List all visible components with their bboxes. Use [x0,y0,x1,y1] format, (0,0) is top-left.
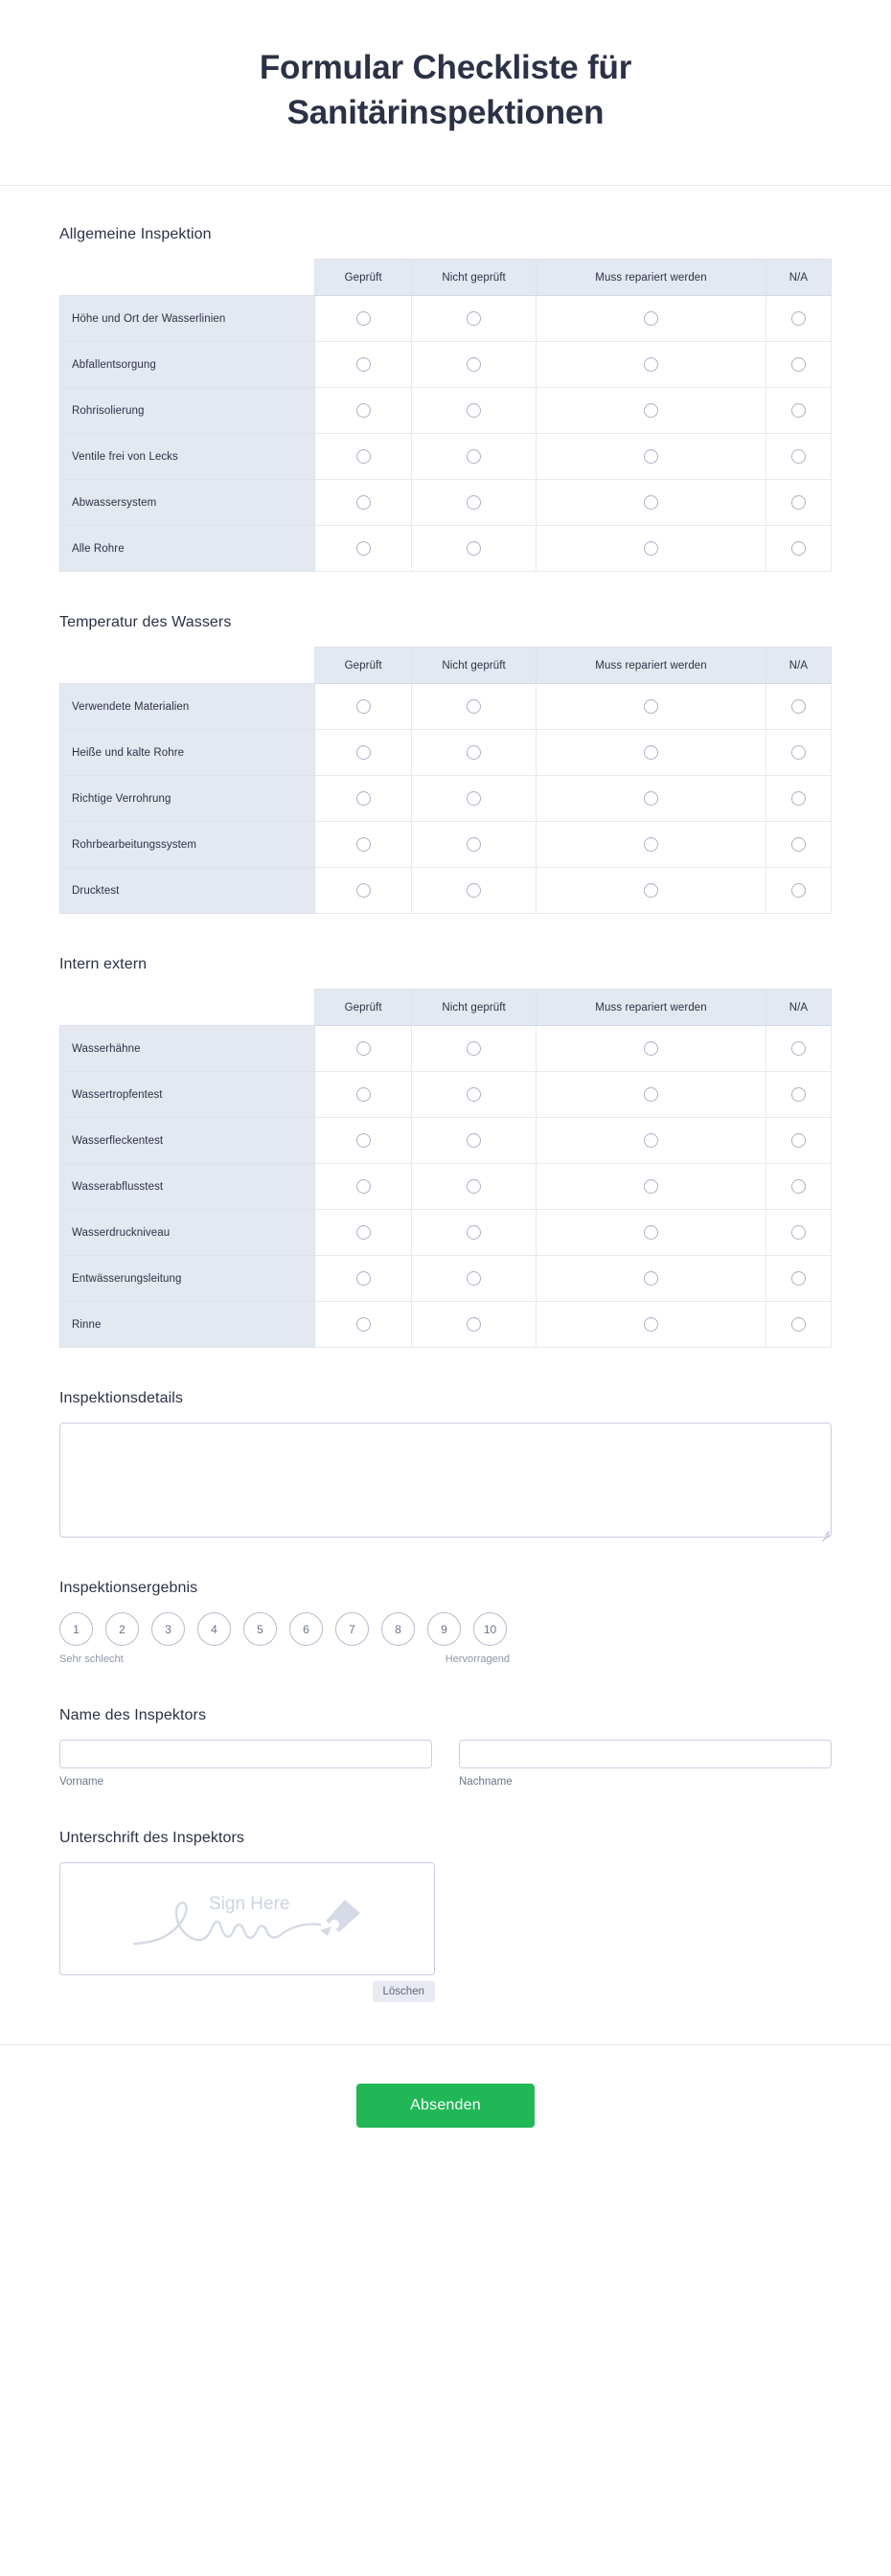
matrix-column-header: Geprüft [315,260,412,296]
matrix-radio-cell[interactable] [315,868,412,914]
radio-button-icon[interactable] [791,541,806,556]
form-body [0,186,891,2002]
matrix-corner-cell [60,648,315,684]
radio-button-icon[interactable] [467,403,481,418]
radio-button-icon[interactable] [356,357,371,372]
signature-area [59,1862,435,2002]
last-name-sublabel: Nachname [459,1776,513,1789]
matrix-radio-cell[interactable] [315,1302,412,1348]
inspection-rating-label: Inspektionsergebnis [59,1580,198,1597]
radio-button-icon[interactable] [356,1317,371,1332]
matrix-radio-cell[interactable] [537,1072,766,1118]
sign-here-icon [103,1875,391,1963]
matrix-radio-cell[interactable] [537,868,766,914]
table-row [60,296,832,342]
radio-button-icon[interactable] [356,1133,371,1148]
matrix-radio-cell[interactable] [411,480,536,526]
matrix-radio-cell[interactable] [537,388,766,434]
matrix-radio-cell[interactable] [315,480,412,526]
radio-button-icon[interactable] [467,1225,481,1240]
inspector-name-label: Name des Inspektors [59,1707,207,1724]
radio-button-icon[interactable] [356,883,371,898]
matrix-radio-cell[interactable] [537,684,766,730]
matrix-table-wrapper [59,259,832,572]
radio-button-icon[interactable] [356,311,371,326]
matrix-column-header: Geprüft [315,990,412,1026]
matrix-header-row [60,990,832,1026]
matrix-radio-cell[interactable] [765,342,831,388]
matrix-radio-cell[interactable] [411,730,536,776]
matrix-radio-cell[interactable] [765,822,831,868]
matrix-radio-cell[interactable] [411,1256,536,1302]
radio-button-icon[interactable] [467,1271,481,1286]
radio-button-icon[interactable] [467,1041,481,1056]
matrix-row-label: Wasserabflusstest [60,1164,315,1210]
matrix-radio-cell[interactable] [537,1302,766,1348]
matrix-row-label: Wasserfleckentest [60,1118,315,1164]
radio-button-icon[interactable] [791,1041,806,1056]
matrix-row-label: Höhe und Ort der Wasserlinien [60,296,315,342]
radio-button-icon[interactable] [644,883,658,898]
matrix-column-header: Nicht geprüft [411,648,536,684]
matrix-header-row [60,260,832,296]
matrix-radio-cell[interactable] [315,1118,412,1164]
radio-button-icon[interactable] [467,357,481,372]
radio-button-icon[interactable] [644,1225,658,1240]
matrix-row-label: Wassertropfentest [60,1072,315,1118]
radio-button-icon[interactable] [791,495,806,510]
matrix-radio-cell[interactable] [537,1210,766,1256]
radio-button-icon[interactable] [644,449,658,464]
matrix-radio-cell[interactable] [765,480,831,526]
matrix-section-label: Temperatur des Wassers [59,614,232,631]
radio-button-icon[interactable] [644,837,658,852]
matrix-radio-cell[interactable] [537,480,766,526]
matrix-sections [59,226,832,1348]
matrix-section [59,614,832,914]
matrix-table [59,989,832,1348]
radio-button-icon[interactable] [791,449,806,464]
table-row [60,388,832,434]
rating-option[interactable]: 3 [151,1612,185,1646]
radio-button-icon[interactable] [467,1087,481,1102]
radio-button-icon[interactable] [467,1317,481,1332]
radio-button-icon[interactable] [356,1225,371,1240]
rating-option[interactable]: 8 [381,1612,415,1646]
matrix-radio-cell[interactable] [765,296,831,342]
radio-button-icon[interactable] [791,1271,806,1286]
matrix-radio-cell[interactable] [765,526,831,572]
rating-high-label: Hervorragend [445,1653,510,1666]
radio-button-icon[interactable] [791,1179,806,1194]
matrix-column-header: Nicht geprüft [411,260,536,296]
table-row [60,776,832,822]
radio-button-icon[interactable] [644,1317,658,1332]
matrix-radio-cell[interactable] [411,1072,536,1118]
matrix-radio-cell[interactable] [315,388,412,434]
matrix-radio-cell[interactable] [765,730,831,776]
table-row [60,480,832,526]
matrix-radio-cell[interactable] [411,1302,536,1348]
table-row [60,822,832,868]
radio-button-icon[interactable] [356,1041,371,1056]
form-footer [0,2044,891,2185]
matrix-radio-cell[interactable] [765,1256,831,1302]
field-inspector-signature [59,1830,832,2002]
rating-option[interactable]: 4 [197,1612,231,1646]
radio-button-icon[interactable] [644,1087,658,1102]
sign-here-text: Sign Here [209,1894,290,1915]
radio-button-icon[interactable] [356,403,371,418]
first-name-input[interactable] [59,1740,432,1768]
table-row [60,526,832,572]
matrix-section-label: Intern extern [59,956,148,973]
matrix-radio-cell[interactable] [537,342,766,388]
inspector-signature-label: Unterschrift des Inspektors [59,1830,244,1847]
matrix-row-label: Abfallentsorgung [60,342,315,388]
first-name-column [59,1740,432,1788]
matrix-radio-cell[interactable] [765,1026,831,1072]
radio-button-icon[interactable] [356,495,371,510]
radio-button-icon[interactable] [644,1041,658,1056]
matrix-section [59,226,832,572]
matrix-radio-cell[interactable] [411,822,536,868]
radio-button-icon[interactable] [467,699,481,714]
matrix-row-label: Ventile frei von Lecks [60,434,315,480]
table-row [60,730,832,776]
matrix-row-label: Entwässerungsleitung [60,1256,315,1302]
radio-button-icon[interactable] [791,791,806,806]
matrix-table-wrapper [59,989,832,1348]
radio-button-icon[interactable] [467,449,481,464]
rating-option[interactable]: 6 [289,1612,323,1646]
signature-clear-button[interactable]: Löschen [373,1981,435,2002]
matrix-row-label: Drucktest [60,868,315,914]
matrix-column-header: N/A [765,648,831,684]
inspection-details-textarea[interactable] [59,1423,832,1538]
matrix-radio-cell[interactable] [537,1256,766,1302]
radio-button-icon[interactable] [356,837,371,852]
matrix-row-label: Wasserhähne [60,1026,315,1072]
matrix-radio-cell[interactable] [315,1026,412,1072]
radio-button-icon[interactable] [467,1179,481,1194]
matrix-row-label: Rinne [60,1302,315,1348]
radio-button-icon[interactable] [467,1133,481,1148]
radio-button-icon[interactable] [467,541,481,556]
signature-clear-row [59,1981,435,2002]
radio-button-icon[interactable] [791,883,806,898]
matrix-table-wrapper [59,647,832,914]
matrix-radio-cell[interactable] [537,730,766,776]
matrix-radio-cell[interactable] [315,342,412,388]
matrix-row-label: Heiße und kalte Rohre [60,730,315,776]
matrix-row-label: Abwassersystem [60,480,315,526]
matrix-radio-cell[interactable] [411,1026,536,1072]
matrix-row-label: Alle Rohre [60,526,315,572]
radio-button-icon[interactable] [356,541,371,556]
matrix-radio-cell[interactable] [537,1118,766,1164]
matrix-radio-cell[interactable] [411,526,536,572]
radio-button-icon[interactable] [791,1087,806,1102]
last-name-column [459,1740,832,1788]
matrix-radio-cell[interactable] [537,776,766,822]
matrix-radio-cell[interactable] [411,1164,536,1210]
radio-button-icon[interactable] [356,791,371,806]
matrix-radio-cell[interactable] [765,388,831,434]
signature-pad[interactable] [59,1862,435,1975]
matrix-column-header: Muss repariert werden [537,260,766,296]
radio-button-icon[interactable] [644,495,658,510]
matrix-radio-cell[interactable] [411,868,536,914]
first-name-sublabel: Vorname [59,1776,104,1789]
matrix-radio-cell[interactable] [537,1026,766,1072]
table-row [60,1256,832,1302]
matrix-radio-cell[interactable] [315,684,412,730]
radio-button-icon[interactable] [467,311,481,326]
matrix-column-header: Muss repariert werden [537,990,766,1026]
field-inspection-rating [59,1580,832,1665]
matrix-row-label: Rohrbearbeitungssystem [60,822,315,868]
matrix-radio-cell[interactable] [537,434,766,480]
radio-button-icon[interactable] [467,883,481,898]
matrix-radio-cell[interactable] [315,1210,412,1256]
radio-button-icon[interactable] [791,837,806,852]
matrix-table [59,647,832,914]
table-row [60,1164,832,1210]
matrix-corner-cell [60,990,315,1026]
matrix-radio-cell[interactable] [411,434,536,480]
matrix-radio-cell[interactable] [315,1072,412,1118]
radio-button-icon[interactable] [467,791,481,806]
matrix-radio-cell[interactable] [411,1118,536,1164]
radio-button-icon[interactable] [644,1179,658,1194]
field-inspector-name [59,1707,832,1788]
matrix-row-label: Verwendete Materialien [60,684,315,730]
matrix-corner-cell [60,260,315,296]
table-row [60,1118,832,1164]
inspector-name-row [59,1740,832,1788]
field-inspection-details [59,1390,832,1538]
rating-option[interactable]: 10 [473,1612,507,1646]
radio-button-icon[interactable] [644,357,658,372]
matrix-radio-cell[interactable] [765,868,831,914]
matrix-radio-cell[interactable] [411,1210,536,1256]
rating-option[interactable]: 7 [335,1612,369,1646]
matrix-header-row [60,648,832,684]
radio-button-icon[interactable] [791,1225,806,1240]
table-row [60,1210,832,1256]
matrix-radio-cell[interactable] [765,684,831,730]
rating-option[interactable]: 5 [243,1612,277,1646]
radio-button-icon[interactable] [791,357,806,372]
rating-option[interactable]: 1 [59,1612,93,1646]
radio-button-icon[interactable] [467,837,481,852]
radio-button-icon[interactable] [791,1133,806,1148]
radio-button-icon[interactable] [356,745,371,760]
radio-button-icon[interactable] [791,1317,806,1332]
table-row [60,434,832,480]
page-title: Formular Checkliste für Sanitärinspektionen [259,49,632,131]
table-row [60,1302,832,1348]
radio-button-icon[interactable] [356,449,371,464]
matrix-radio-cell[interactable] [315,1256,412,1302]
radio-button-icon[interactable] [791,403,806,418]
radio-button-icon[interactable] [644,745,658,760]
rating-option[interactable]: 9 [427,1612,461,1646]
matrix-table [59,259,832,572]
rating-option[interactable]: 2 [105,1612,139,1646]
inspection-details-label: Inspektionsdetails [59,1390,183,1407]
matrix-radio-cell[interactable] [411,342,536,388]
radio-button-icon[interactable] [356,1179,371,1194]
radio-button-icon[interactable] [791,699,806,714]
table-row [60,684,832,730]
matrix-radio-cell[interactable] [315,296,412,342]
rating-scale [59,1612,832,1646]
matrix-row-label: Wasserdruckniveau [60,1210,315,1256]
radio-button-icon[interactable] [356,1271,371,1286]
matrix-radio-cell[interactable] [765,1072,831,1118]
matrix-section [59,956,832,1348]
rating-legend [59,1653,510,1665]
matrix-radio-cell[interactable] [765,1118,831,1164]
radio-button-icon[interactable] [467,745,481,760]
matrix-radio-cell[interactable] [315,1164,412,1210]
matrix-radio-cell[interactable] [537,296,766,342]
matrix-radio-cell[interactable] [765,1210,831,1256]
radio-button-icon[interactable] [791,311,806,326]
radio-button-icon[interactable] [644,311,658,326]
matrix-radio-cell[interactable] [315,526,412,572]
matrix-column-header: N/A [765,260,831,296]
form-header [0,0,891,186]
matrix-radio-cell[interactable] [315,434,412,480]
radio-button-icon[interactable] [356,699,371,714]
matrix-section-label: Allgemeine Inspektion [59,226,212,243]
matrix-column-header: Geprüft [315,648,412,684]
radio-button-icon[interactable] [644,1133,658,1148]
matrix-radio-cell[interactable] [411,296,536,342]
signature-placeholder-graphic [60,1863,434,1974]
radio-button-icon[interactable] [644,791,658,806]
matrix-column-header: N/A [765,990,831,1026]
matrix-radio-cell[interactable] [315,776,412,822]
matrix-column-header: Nicht geprüft [411,990,536,1026]
radio-button-icon[interactable] [356,1087,371,1102]
radio-button-icon[interactable] [644,1271,658,1286]
radio-button-icon[interactable] [644,699,658,714]
matrix-radio-cell[interactable] [315,822,412,868]
matrix-radio-cell[interactable] [315,730,412,776]
table-row [60,1072,832,1118]
matrix-row-label: Rohrisolierung [60,388,315,434]
matrix-radio-cell[interactable] [411,776,536,822]
matrix-radio-cell[interactable] [765,434,831,480]
table-row [60,868,832,914]
radio-button-icon[interactable] [467,495,481,510]
radio-button-icon[interactable] [644,541,658,556]
matrix-radio-cell[interactable] [765,776,831,822]
matrix-radio-cell[interactable] [537,822,766,868]
matrix-column-header: Muss repariert werden [537,648,766,684]
table-row [60,342,832,388]
radio-button-icon[interactable] [644,403,658,418]
matrix-radio-cell[interactable] [411,684,536,730]
matrix-radio-cell[interactable] [765,1302,831,1348]
table-row [60,1026,832,1072]
last-name-input[interactable] [459,1740,832,1768]
textarea-wrapper [59,1423,832,1538]
matrix-radio-cell[interactable] [411,388,536,434]
matrix-radio-cell[interactable] [537,1164,766,1210]
matrix-row-label: Richtige Verrohrung [60,776,315,822]
submit-button[interactable]: Absenden [356,2084,535,2128]
matrix-radio-cell[interactable] [537,526,766,572]
rating-low-label: Sehr schlecht [59,1653,124,1666]
radio-button-icon[interactable] [791,745,806,760]
matrix-radio-cell[interactable] [765,1164,831,1210]
